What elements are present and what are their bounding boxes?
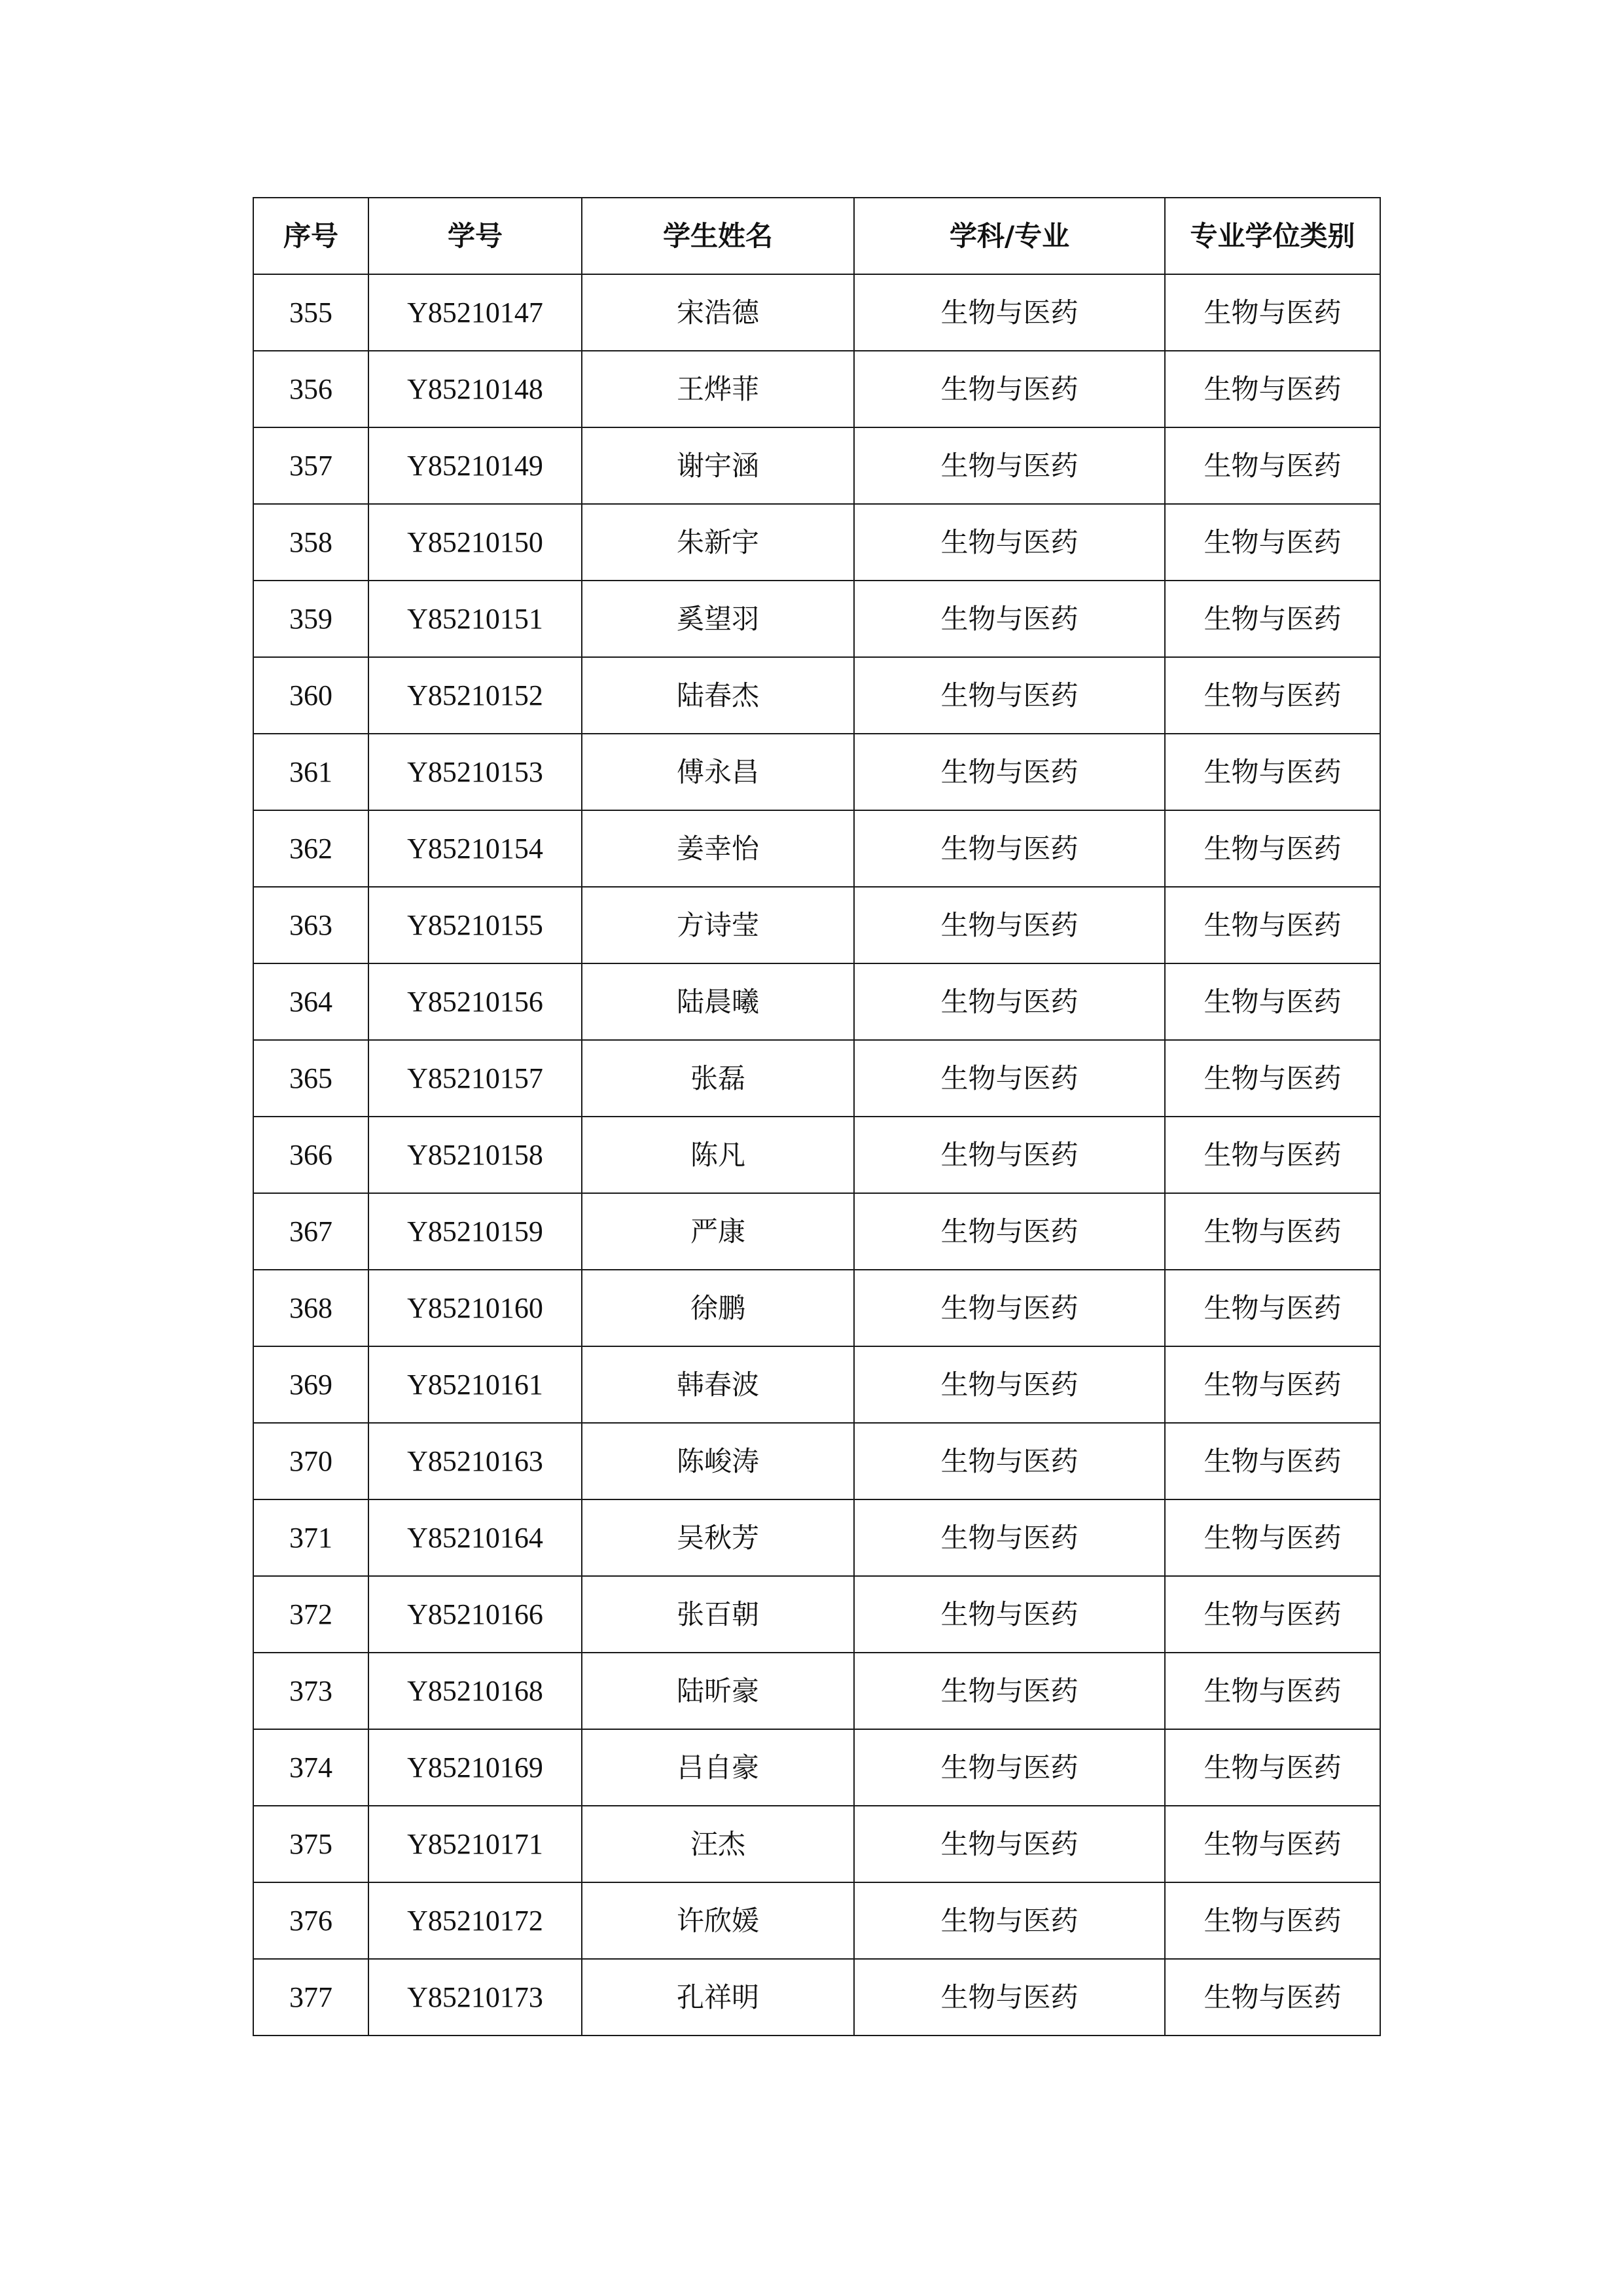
cell-degree-type: 生物与医药 <box>1165 1423 1380 1499</box>
cell-seq: 363 <box>253 887 368 963</box>
table-row <box>253 1270 1380 1346</box>
cell-subject: 生物与医药 <box>854 1882 1165 1959</box>
cell-seq: 374 <box>253 1729 368 1806</box>
table-row <box>253 1117 1380 1193</box>
cell-student-id: Y85210148 <box>368 351 582 427</box>
cell-student-name: 姜幸怡 <box>582 810 854 887</box>
cell-student-name: 吕自豪 <box>582 1729 854 1806</box>
cell-seq: 372 <box>253 1576 368 1653</box>
cell-subject: 生物与医药 <box>854 1193 1165 1270</box>
cell-student-id: Y85210159 <box>368 1193 582 1270</box>
table-row <box>253 1959 1380 2036</box>
cell-subject: 生物与医药 <box>854 657 1165 734</box>
header-student-id: 学号 <box>368 198 582 274</box>
cell-student-id: Y85210171 <box>368 1806 582 1882</box>
cell-student-name: 王烨菲 <box>582 351 854 427</box>
cell-subject: 生物与医药 <box>854 1040 1165 1117</box>
table-row <box>253 1806 1380 1882</box>
cell-subject: 生物与医药 <box>854 1346 1165 1423</box>
cell-student-id: Y85210160 <box>368 1270 582 1346</box>
cell-student-name: 吴秋芳 <box>582 1499 854 1576</box>
cell-seq: 367 <box>253 1193 368 1270</box>
cell-student-id: Y85210161 <box>368 1346 582 1423</box>
cell-degree-type: 生物与医药 <box>1165 581 1380 657</box>
cell-subject: 生物与医药 <box>854 581 1165 657</box>
cell-student-id: Y85210172 <box>368 1882 582 1959</box>
cell-seq: 373 <box>253 1653 368 1729</box>
cell-degree-type: 生物与医药 <box>1165 1882 1380 1959</box>
cell-seq: 370 <box>253 1423 368 1499</box>
cell-student-id: Y85210157 <box>368 1040 582 1117</box>
cell-degree-type: 生物与医药 <box>1165 1270 1380 1346</box>
cell-student-id: Y85210168 <box>368 1653 582 1729</box>
cell-seq: 368 <box>253 1270 368 1346</box>
cell-degree-type: 生物与医药 <box>1165 351 1380 427</box>
cell-degree-type: 生物与医药 <box>1165 734 1380 810</box>
cell-subject: 生物与医药 <box>854 351 1165 427</box>
table-row <box>253 887 1380 963</box>
cell-seq: 358 <box>253 504 368 581</box>
table-row <box>253 657 1380 734</box>
cell-seq: 371 <box>253 1499 368 1576</box>
cell-student-id: Y85210158 <box>368 1117 582 1193</box>
table-row <box>253 734 1380 810</box>
cell-seq: 360 <box>253 657 368 734</box>
table-row <box>253 504 1380 581</box>
cell-subject: 生物与医药 <box>854 427 1165 504</box>
cell-degree-type: 生物与医药 <box>1165 1499 1380 1576</box>
table-row <box>253 963 1380 1040</box>
cell-student-name: 方诗莹 <box>582 887 854 963</box>
cell-student-name: 陈凡 <box>582 1117 854 1193</box>
cell-student-id: Y85210173 <box>368 1959 582 2036</box>
cell-degree-type: 生物与医药 <box>1165 887 1380 963</box>
table-row <box>253 274 1380 351</box>
cell-degree-type: 生物与医药 <box>1165 1040 1380 1117</box>
cell-degree-type: 生物与医药 <box>1165 1729 1380 1806</box>
table-row <box>253 810 1380 887</box>
cell-subject: 生物与医药 <box>854 1653 1165 1729</box>
cell-student-id: Y85210151 <box>368 581 582 657</box>
table-row <box>253 581 1380 657</box>
cell-seq: 377 <box>253 1959 368 2036</box>
cell-student-id: Y85210150 <box>368 504 582 581</box>
table-row <box>253 1729 1380 1806</box>
cell-student-name: 陆昕豪 <box>582 1653 854 1729</box>
cell-seq: 364 <box>253 963 368 1040</box>
cell-student-id: Y85210155 <box>368 887 582 963</box>
cell-seq: 365 <box>253 1040 368 1117</box>
cell-seq: 366 <box>253 1117 368 1193</box>
cell-subject: 生物与医药 <box>854 1576 1165 1653</box>
table-row <box>253 1193 1380 1270</box>
header-seq: 序号 <box>253 198 368 274</box>
cell-subject: 生物与医药 <box>854 504 1165 581</box>
cell-seq: 356 <box>253 351 368 427</box>
cell-degree-type: 生物与医药 <box>1165 504 1380 581</box>
cell-student-id: Y85210147 <box>368 274 582 351</box>
cell-student-id: Y85210164 <box>368 1499 582 1576</box>
cell-seq: 362 <box>253 810 368 887</box>
table-row <box>253 1346 1380 1423</box>
cell-student-id: Y85210154 <box>368 810 582 887</box>
cell-student-name: 傅永昌 <box>582 734 854 810</box>
cell-seq: 361 <box>253 734 368 810</box>
cell-degree-type: 生物与医药 <box>1165 1576 1380 1653</box>
header-row <box>253 198 1380 274</box>
cell-degree-type: 生物与医药 <box>1165 810 1380 887</box>
cell-subject: 生物与医药 <box>854 810 1165 887</box>
cell-degree-type: 生物与医药 <box>1165 274 1380 351</box>
cell-subject: 生物与医药 <box>854 887 1165 963</box>
header-subject: 学科/专业 <box>854 198 1165 274</box>
cell-degree-type: 生物与医药 <box>1165 427 1380 504</box>
cell-student-name: 陆春杰 <box>582 657 854 734</box>
cell-degree-type: 生物与医药 <box>1165 657 1380 734</box>
cell-student-id: Y85210169 <box>368 1729 582 1806</box>
cell-subject: 生物与医药 <box>854 274 1165 351</box>
cell-subject: 生物与医药 <box>854 963 1165 1040</box>
cell-subject: 生物与医药 <box>854 1270 1165 1346</box>
table-header <box>253 198 1380 274</box>
cell-degree-type: 生物与医药 <box>1165 1653 1380 1729</box>
cell-student-name: 陆晨曦 <box>582 963 854 1040</box>
table-row <box>253 427 1380 504</box>
cell-student-name: 严康 <box>582 1193 854 1270</box>
cell-degree-type: 生物与医药 <box>1165 1117 1380 1193</box>
cell-student-name: 张磊 <box>582 1040 854 1117</box>
cell-student-id: Y85210153 <box>368 734 582 810</box>
cell-subject: 生物与医药 <box>854 1806 1165 1882</box>
cell-student-name: 奚望羽 <box>582 581 854 657</box>
cell-student-name: 孔祥明 <box>582 1959 854 2036</box>
header-student-name: 学生姓名 <box>582 198 854 274</box>
cell-student-name: 徐鹏 <box>582 1270 854 1346</box>
table-row <box>253 1882 1380 1959</box>
cell-seq: 357 <box>253 427 368 504</box>
cell-seq: 375 <box>253 1806 368 1882</box>
cell-student-name: 宋浩德 <box>582 274 854 351</box>
cell-seq: 355 <box>253 274 368 351</box>
table-row <box>253 1423 1380 1499</box>
table-row <box>253 1040 1380 1117</box>
cell-student-name: 谢宇涵 <box>582 427 854 504</box>
table-row <box>253 1576 1380 1653</box>
student-roster-table <box>253 197 1381 2036</box>
cell-student-id: Y85210149 <box>368 427 582 504</box>
cell-seq: 369 <box>253 1346 368 1423</box>
cell-student-name: 许欣媛 <box>582 1882 854 1959</box>
table-row <box>253 1653 1380 1729</box>
table-row <box>253 351 1380 427</box>
cell-student-id: Y85210166 <box>368 1576 582 1653</box>
cell-student-name: 朱新宇 <box>582 504 854 581</box>
cell-student-id: Y85210152 <box>368 657 582 734</box>
cell-subject: 生物与医药 <box>854 1959 1165 2036</box>
cell-subject: 生物与医药 <box>854 1499 1165 1576</box>
cell-student-id: Y85210156 <box>368 963 582 1040</box>
cell-subject: 生物与医药 <box>854 1117 1165 1193</box>
cell-seq: 376 <box>253 1882 368 1959</box>
cell-student-name: 张百朝 <box>582 1576 854 1653</box>
cell-subject: 生物与医药 <box>854 1423 1165 1499</box>
cell-degree-type: 生物与医药 <box>1165 963 1380 1040</box>
cell-degree-type: 生物与医药 <box>1165 1346 1380 1423</box>
cell-student-id: Y85210163 <box>368 1423 582 1499</box>
cell-subject: 生物与医药 <box>854 734 1165 810</box>
cell-subject: 生物与医药 <box>854 1729 1165 1806</box>
cell-degree-type: 生物与医药 <box>1165 1193 1380 1270</box>
cell-student-name: 韩春波 <box>582 1346 854 1423</box>
cell-degree-type: 生物与医药 <box>1165 1959 1380 2036</box>
header-degree-type: 专业学位类别 <box>1165 198 1380 274</box>
table-body <box>253 274 1380 2036</box>
table-row <box>253 1499 1380 1576</box>
cell-student-name: 汪杰 <box>582 1806 854 1882</box>
cell-degree-type: 生物与医药 <box>1165 1806 1380 1882</box>
cell-seq: 359 <box>253 581 368 657</box>
cell-student-name: 陈峻涛 <box>582 1423 854 1499</box>
